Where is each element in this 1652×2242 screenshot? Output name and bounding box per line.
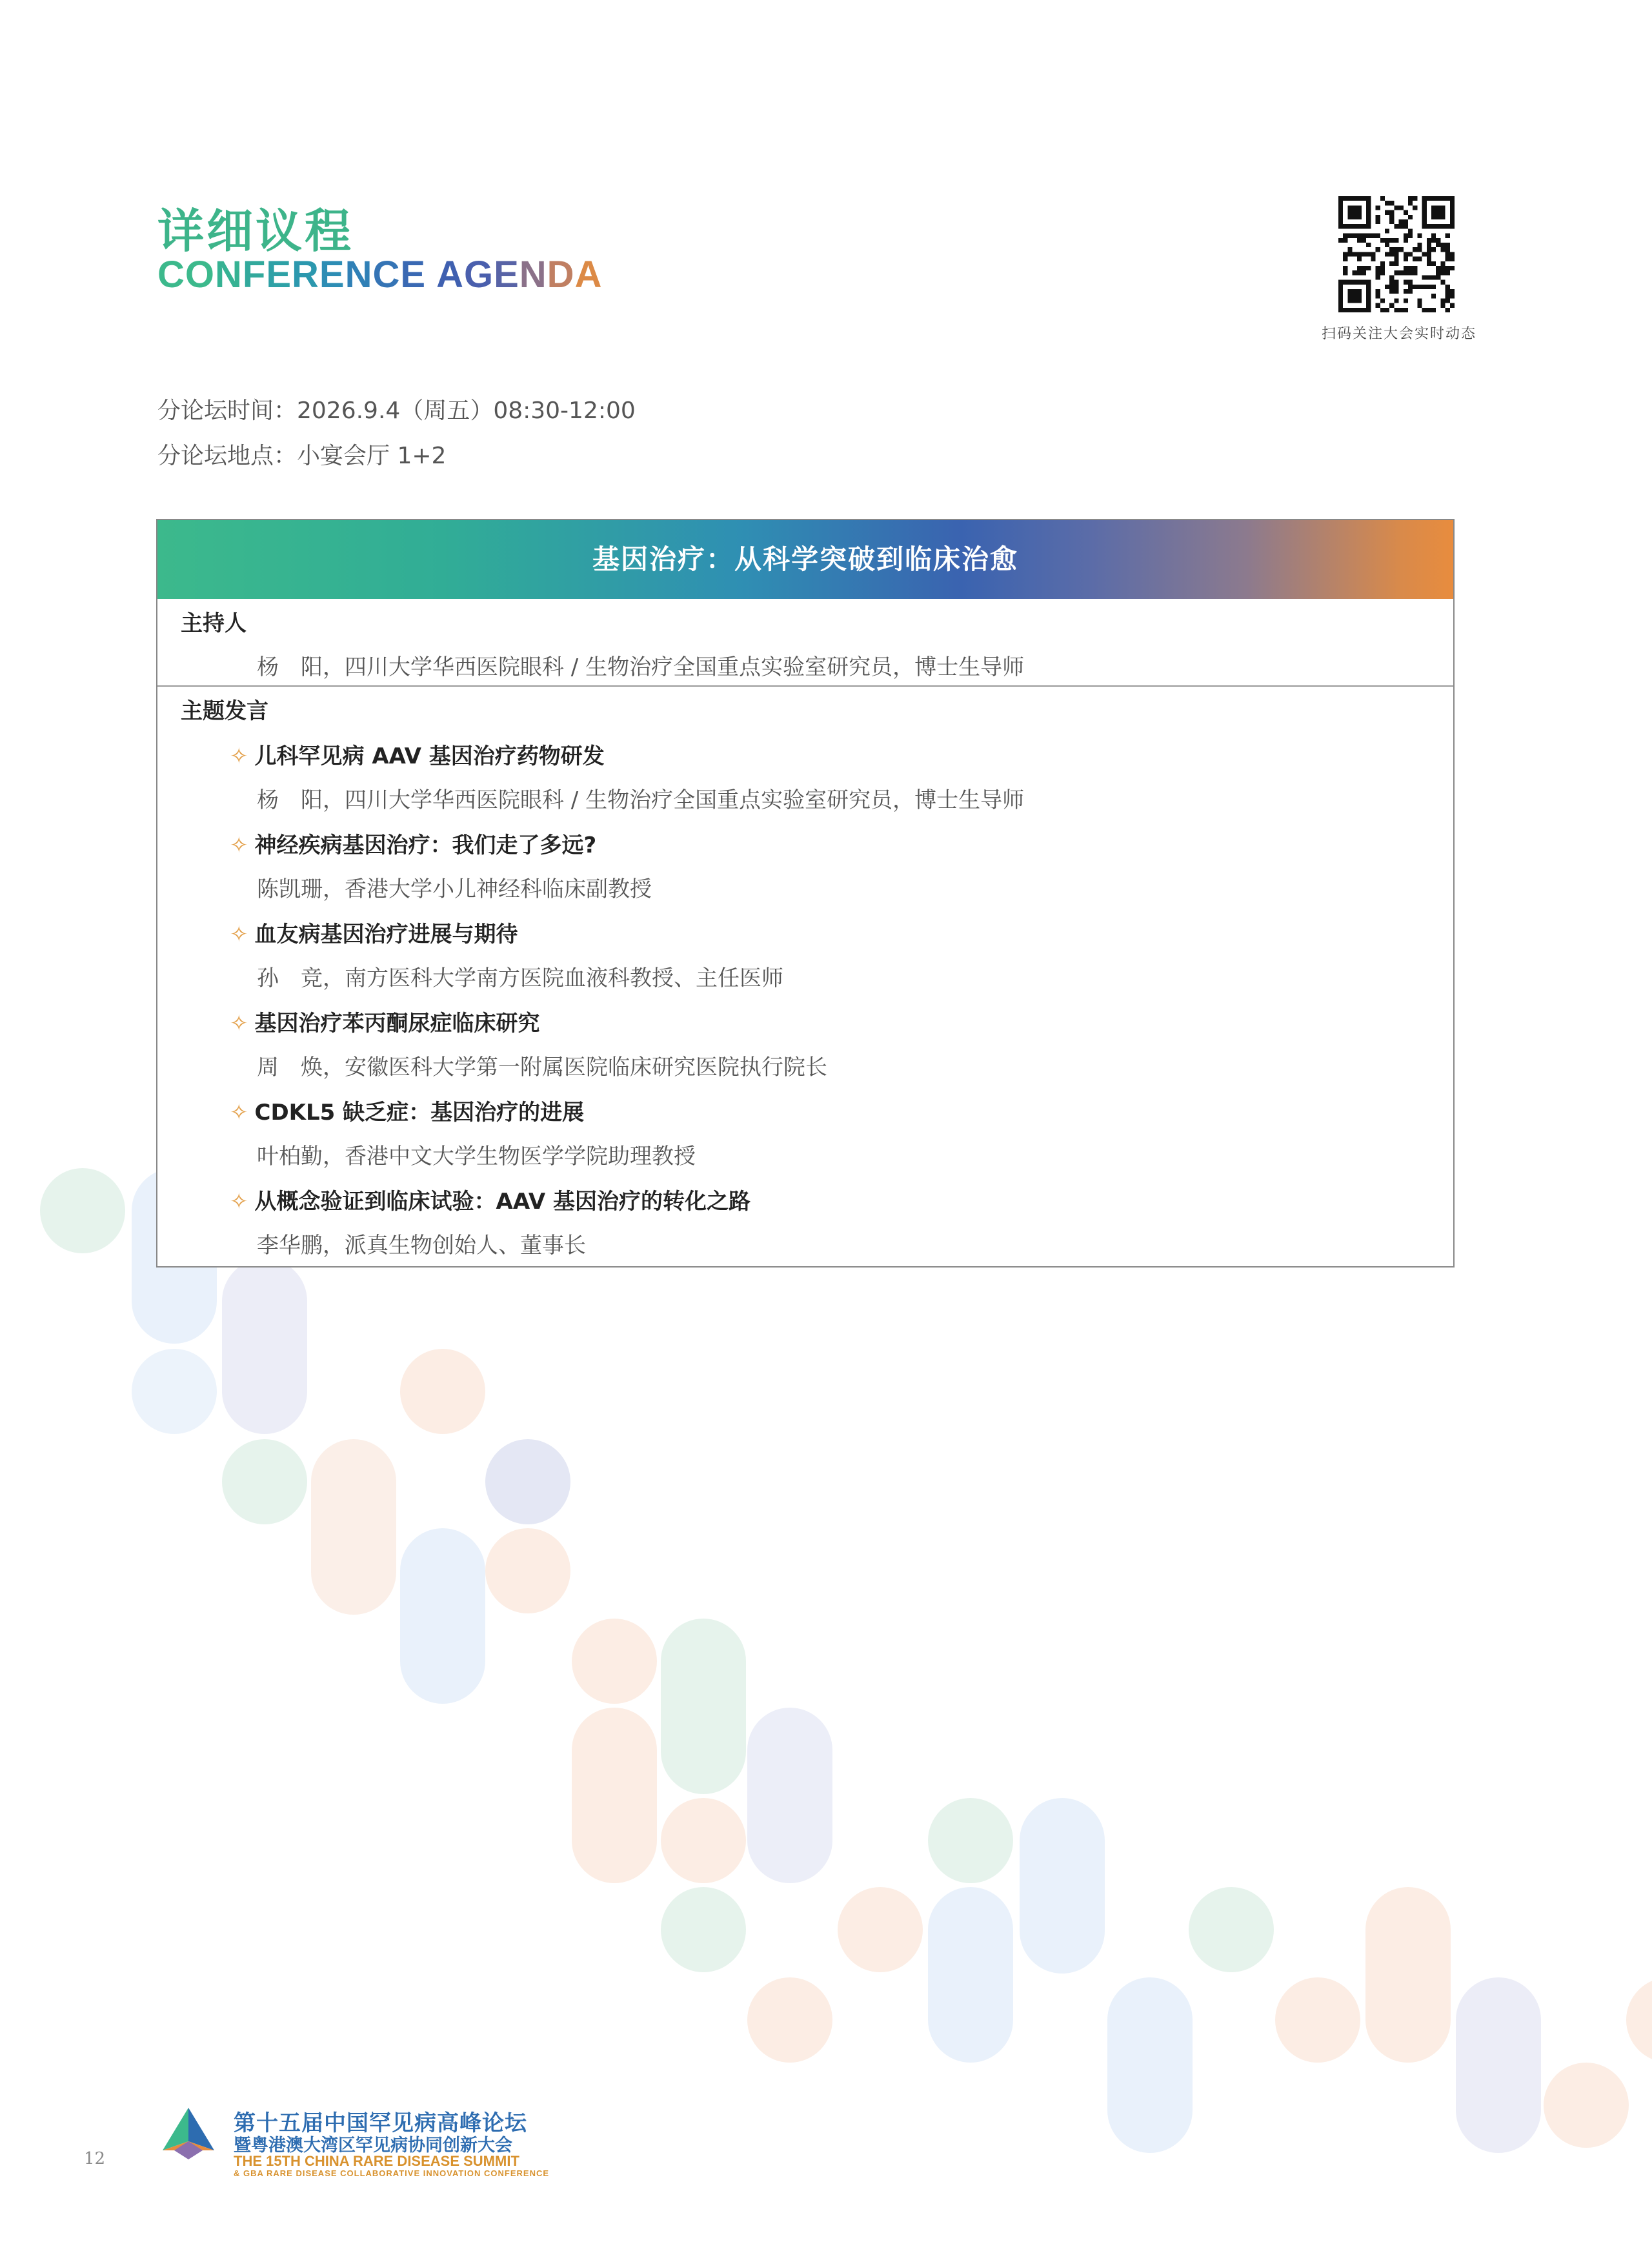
title-en-letter: C (372, 254, 401, 296)
decor-pill (400, 1349, 485, 1434)
talk-speaker: 杨 阳，四川大学华西医院眼科 / 生物治疗全国重点实验室研究员，博士生导师 (257, 787, 1025, 813)
decor-pill (661, 1798, 746, 1883)
decor-pill (40, 1168, 125, 1253)
decor-pill (1189, 1887, 1274, 1972)
host-name: 杨 阳，四川大学华西医院眼科 / 生物治疗全国重点实验室研究员，博士生导师 (257, 654, 1025, 680)
talk-title-text: 儿科罕见病 AAV 基因治疗药物研发 (254, 743, 605, 769)
qr-code[interactable] (1338, 196, 1455, 312)
title-en-letter: N (519, 254, 547, 296)
forum-time: 分论坛时间：2026.9.4（周五）08:30-12:00 (157, 398, 636, 424)
diamond-bullet-icon: ✧ (230, 743, 248, 769)
page-number: 12 (84, 2149, 106, 2168)
decor-pill (1544, 2063, 1629, 2148)
decor-pill (661, 1887, 746, 1972)
diamond-bullet-icon: ✧ (230, 922, 248, 947)
talk-speaker: 孙 竞，南方医科大学南方医院血液科教授、主任医师 (257, 965, 783, 991)
title-en-letter: G (463, 254, 494, 296)
diamond-bullet-icon: ✧ (230, 1100, 248, 1126)
decor-pill (661, 1619, 746, 1794)
talk-title (230, 1184, 750, 1215)
agenda-header-title: 基因治疗：从科学突破到临床治愈 (157, 520, 1453, 599)
title-en-letter: O (185, 254, 216, 296)
decor-pill (222, 1439, 307, 1524)
qr-caption: 扫码关注大会实时动态 (1321, 326, 1476, 342)
talk-title (230, 1095, 584, 1126)
decor-pill (928, 1798, 1013, 1883)
diamond-bullet-icon: ✧ (230, 833, 248, 858)
decor-pill (485, 1439, 570, 1524)
talk-title-text: 神经疾病基因治疗：我们走了多远? (254, 833, 597, 858)
decor-pill (838, 1887, 923, 1972)
talk-title-text: 基因治疗苯丙酮尿症临床研究 (254, 1011, 540, 1036)
agenda-table (156, 519, 1455, 1267)
diamond-bullet-icon: ✧ (230, 1011, 248, 1036)
decor-pill (1020, 1798, 1105, 1974)
title-en-letter: E (266, 254, 292, 296)
title-en-letter: C (157, 254, 185, 296)
host-label: 主持人 (181, 611, 247, 636)
talks-label: 主题发言 (181, 698, 268, 724)
decor-pill (485, 1528, 570, 1613)
section-divider (157, 685, 1453, 687)
decor-pill (1275, 1977, 1360, 2063)
talk-title-text: 从概念验证到临床试验：AAV 基因治疗的转化之路 (254, 1189, 750, 1215)
decor-pill (1456, 1977, 1541, 2153)
title-en-letter: A (436, 254, 464, 296)
title-en-letter: E (494, 254, 519, 296)
title-en-letter: A (574, 254, 603, 296)
talk-speaker: 周 焕，安徽医科大学第一附属医院临床研究医院执行院长 (257, 1055, 827, 1080)
decor-pill (1107, 1977, 1193, 2153)
decor-pill (132, 1349, 217, 1434)
forum-venue: 分论坛地点：小宴会厅 1+2 (157, 443, 447, 469)
decor-pill (1365, 1887, 1451, 2063)
decor-pill (311, 1439, 396, 1615)
title-en-letter: F (242, 254, 267, 296)
title-en-letter: E (319, 254, 345, 296)
summit-logo (155, 2105, 222, 2167)
summit-logo-icon (155, 2105, 222, 2167)
title-en-letter: N (345, 254, 373, 296)
talk-speaker: 陈凯珊，香港大学小儿神经科临床副教授 (257, 876, 652, 902)
title-en-letter: D (547, 254, 575, 296)
talk-speaker: 叶柏勤，香港中文大学生物医学学院助理教授 (257, 1144, 696, 1169)
footer-subtitle-cn: 暨粤港澳大湾区罕见病协同创新大会 (234, 2136, 512, 2156)
footer-title-cn: 第十五届中国罕见病高峰论坛 (234, 2110, 527, 2136)
title-en-letter: E (400, 254, 427, 296)
talk-speaker: 李华鹏，派真生物创始人、董事长 (257, 1233, 586, 1258)
decor-pill (1626, 1977, 1652, 2063)
talk-title-text: 血友病基因治疗进展与期待 (254, 922, 518, 947)
title-en-letter: N (215, 254, 243, 296)
page-title-cn: 详细议程 (157, 204, 354, 258)
talk-title (230, 827, 596, 859)
page-title-en (157, 253, 602, 296)
decor-pill (572, 1708, 657, 1883)
talk-title (230, 1005, 540, 1037)
talk-title (230, 738, 605, 770)
footer-subtitle-en: & GBA RARE DISEASE COLLABORATIVE INNOVATION CONFERENCE (234, 2168, 550, 2178)
decor-pill (400, 1528, 485, 1704)
footer-title-en: THE 15TH CHINA RARE DISEASE SUMMIT (234, 2153, 519, 2169)
decor-pill (747, 1977, 832, 2063)
talk-title-text: CDKL5 缺乏症：基因治疗的进展 (254, 1100, 585, 1126)
decor-pill (928, 1887, 1013, 2063)
decor-pill (747, 1708, 832, 1883)
qr-code-icon (1338, 196, 1455, 312)
diamond-bullet-icon: ✧ (230, 1189, 248, 1215)
title-en-letter: R (292, 254, 319, 296)
talk-title (230, 916, 518, 948)
decor-pill (222, 1258, 307, 1434)
decor-pill (572, 1619, 657, 1704)
